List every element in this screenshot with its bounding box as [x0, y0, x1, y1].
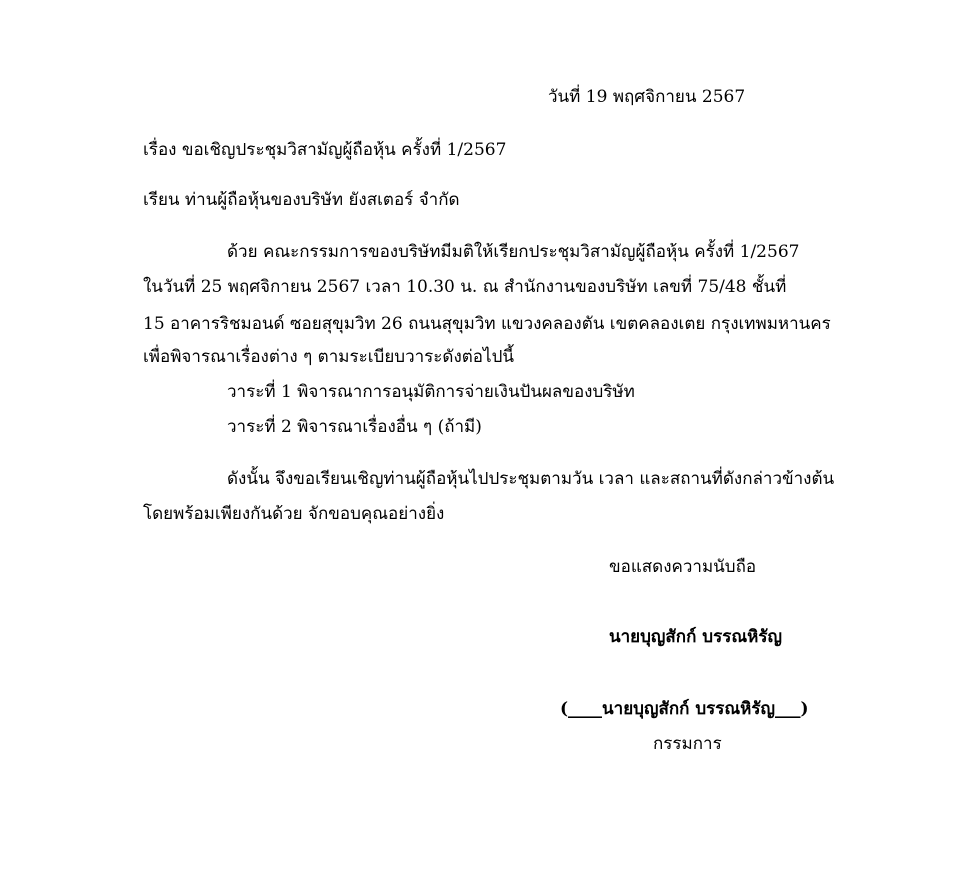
printed-name-close-paren: )	[800, 699, 809, 719]
closing-line: ดังนั้น จึงขอเรียนเชิญท่านผู้ถือหุ้นไปประชุมตามวัน เวลา และสถานที่ดังกล่าวข้างต้น	[227, 469, 835, 489]
signature-name: นายบุญสักก์ บรรณหิรัญ	[609, 627, 782, 647]
subject-line: เรื่อง ขอเชิญประชุมวิสามัญผู้ถือหุ้น ครั้งที่ 1/2567	[143, 140, 507, 160]
body-line: ในวันที่ 25 พฤศจิกายน 2567 เวลา 10.30 น. ณ สำนักงานของบริษัท เลขที่ 75/48 ชั้นที่	[143, 277, 787, 297]
signer-position: กรรมการ	[653, 734, 722, 754]
sign-off: ขอแสดงความนับถือ	[609, 557, 757, 577]
body-line: ด้วย คณะกรรมการของบริษัทมีมติให้เรียกประชุมวิสามัญผู้ถือหุ้น ครั้งที่ 1/2567	[227, 242, 800, 262]
printed-name-open-paren: (	[560, 699, 569, 719]
printed-name: ____นายบุญสักก์ บรรณหิรัญ___	[568, 699, 801, 719]
salutation-line: เรียน ท่านผู้ถือหุ้นของบริษัท ยังสเตอร์ จำกัด	[143, 190, 460, 210]
printed-name-block	[560, 698, 809, 720]
date-line: วันที่ 19 พฤศจิกายน 2567	[548, 87, 746, 107]
closing-line: โดยพร้อมเพียงกันด้วย จักขอบคุณอย่างยิ่ง	[143, 504, 445, 524]
body-line: เพื่อพิจารณาเรื่องต่าง ๆ ตามระเบียบวาระดังต่อไปนี้	[143, 347, 514, 367]
agenda-item: วาระที่ 2 พิจารณาเรื่องอื่น ๆ (ถ้ามี)	[227, 417, 482, 437]
agenda-item: วาระที่ 1 พิจารณาการอนุมัติการจ่ายเงินปันผลของบริษัท	[227, 382, 635, 402]
body-line: 15 อาคารริชมอนด์ ซอยสุขุมวิท 26 ถนนสุขุมวิท แขวงคลองตัน เขตคลองเตย กรุงเทพมหานคร	[143, 314, 831, 334]
